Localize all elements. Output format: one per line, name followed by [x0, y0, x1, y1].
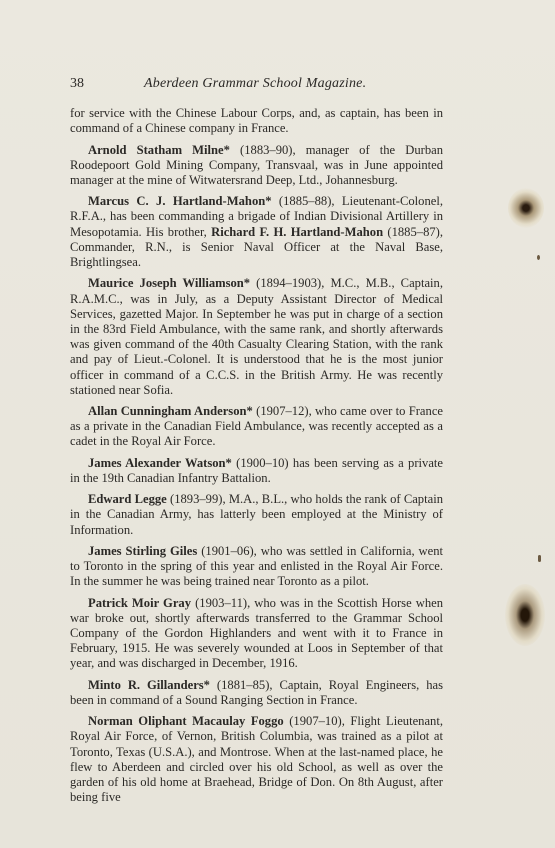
- paragraph: for service with the Chinese Labour Corps, and, as captain, has been in command of a Chinese company in France.: [70, 106, 443, 136]
- journal-title: Aberdeen Grammar School Magazine.: [144, 76, 367, 91]
- person-name: James Alexander Watson*: [88, 455, 232, 470]
- person-name: Edward Legge: [88, 492, 167, 507]
- person-name: Norman Oliphant Macaulay Foggo: [88, 714, 284, 729]
- person-name: Minto R. Gillanders*: [88, 677, 210, 692]
- person-name: Patrick Moir Gray: [88, 595, 192, 610]
- ink-blot: [505, 584, 545, 646]
- page-number: 38: [70, 76, 84, 91]
- paragraph: Allan Cunningham Anderson* (1907–12), who came over to France as a private in the Canadian Field Ambulance, was recently accepted as a cadet in the Royal Air Force.: [70, 404, 443, 449]
- paragraph: Edward Legge (1893–99), M.A., B.L., who holds the rank of Captain in the Canadian Army, has latterly been employed at the Ministry of Information.: [70, 492, 443, 537]
- paragraph: Arnold Statham Milne* (1883–90), manager of the Durban Roodepoort Gold Mining Company, Transvaal, was in June appointed manager at the mine of Witwatersrand Deep, Ltd., Johannesburg.: [70, 142, 444, 187]
- paragraph: Patrick Moir Gray (1903–11), who was in the Scottish Horse when war broke out, shortly afterwards transferred to the Grammar School Company of the Gordon Highlanders and went with it to France in February, 1915. He was severely wounded at Loos in September of that year, and was discharged in December, 1916.: [70, 595, 444, 671]
- ink-blot: [508, 188, 544, 228]
- person-name: James Stirling Giles: [88, 543, 198, 558]
- person-name: Marcus C. J. Hartland-Mahon*: [88, 194, 272, 209]
- paragraph: Marcus C. J. Hartland-Mahon* (1885–88), Lieutenant-Colonel, R.F.A., has been commanding a brigade of Indian Divisional Artillery in Mesopotamia. His brother, Richard F. H. Hartland-Mahon (1885–87), Commander, R.N., is Senior Naval Officer at the Naval Base, Brightlingsea.: [70, 194, 444, 270]
- body-text: [70, 106, 443, 812]
- paragraph: James Alexander Watson* (1900–10) has been serving as a private in the 19th Canadian Infantry Battalion.: [70, 455, 444, 485]
- person-name: Maurice Joseph Williamson*: [88, 276, 251, 291]
- paragraph: Minto R. Gillanders* (1881–85), Captain, Royal Engineers, has been in command of a Sound Ranging Section in France.: [70, 677, 443, 707]
- paragraph: James Stirling Giles (1901–06), who was settled in California, went to Toronto in the spring of this year and enlisted in the Royal Air Force. In the summer he was being trained near Toronto as a pilot.: [70, 543, 443, 589]
- person-name: Arnold Statham Milne*: [88, 142, 230, 157]
- paragraph: Maurice Joseph Williamson* (1894–1903), M.C., M.B., Captain, R.A.M.C., was in July, as a Deputy Assistant Director of Medical Services, gazetted Major. In September he was put in charge of a section in the 83rd Field Ambulance, with the same rank, and shortly afterwards was given command of the 40th Casualty Clearing Station, with the rank and pay of Lieut.-Colonel. It is understood that he is the most junior officer in command of a C.C.S. in the British Army. He was recently stationed near Sofia.: [70, 276, 443, 397]
- person-name: Allan Cunningham Anderson*: [88, 404, 253, 419]
- ink-speck: [538, 555, 541, 562]
- ink-speck: [537, 255, 540, 260]
- paragraph: Norman Oliphant Macaulay Foggo (1907–10), Flight Lieutenant, Royal Air Force, of Vernon, British Columbia, was trained as a pilot at Toronto, Texas (U.S.A.), and Montrose. When at the last-named place, he flew to Aberdeen and circled over his old School, as well as over the garden of his old home at Braehead, Bridge of Don. On 8th August, after being five: [70, 714, 443, 805]
- person-name: Richard F. H. Hartland-Mahon: [211, 224, 384, 239]
